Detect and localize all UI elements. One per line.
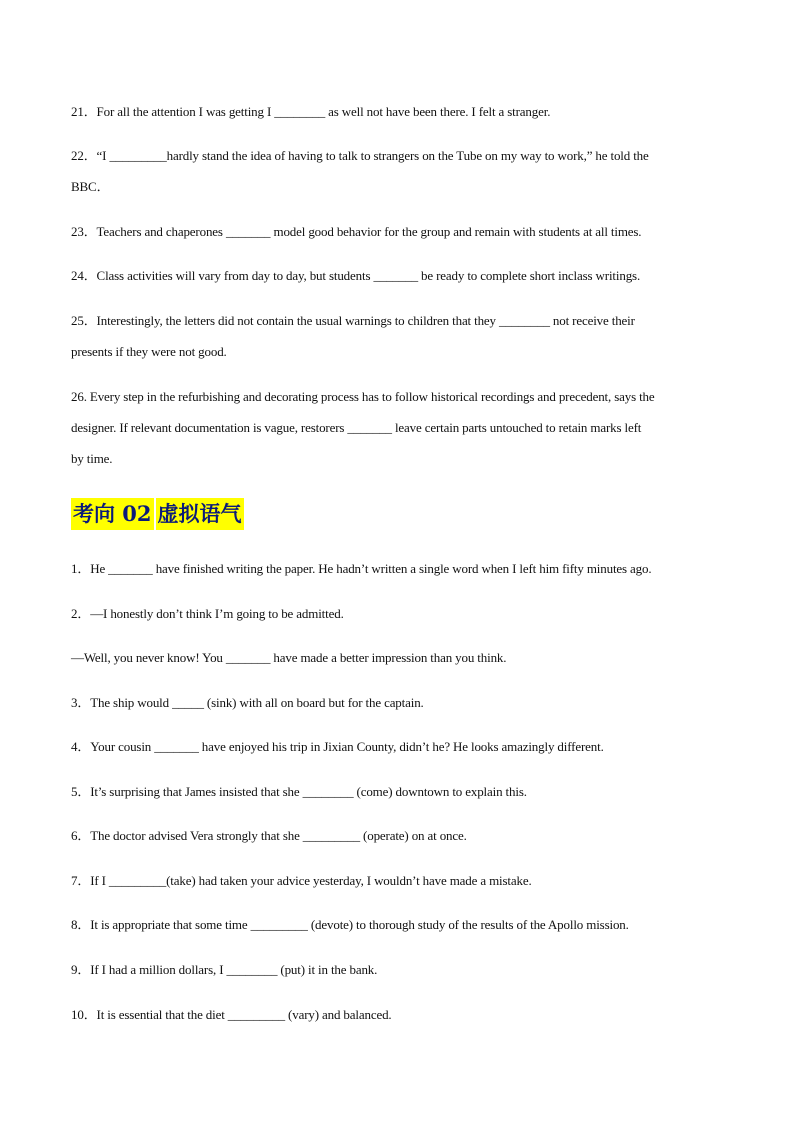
question-25-cont: presents if they were not good. bbox=[71, 344, 227, 359]
heading-label: 考向 02 bbox=[71, 498, 154, 530]
question-5: 5．It’s surprising that James insisted that she ________ (come) downtown to explain this. bbox=[71, 784, 527, 799]
question-2: 2．—I honestly don’t think I’m going to be admitted. bbox=[71, 606, 344, 621]
question-21: 21．For all the attention I was getting I ________ as well not have been there. I felt a stranger. bbox=[71, 104, 551, 119]
question-10: 10．It is essential that the diet _________ (vary) and balanced. bbox=[71, 1007, 392, 1022]
question-26-cont2: by time. bbox=[71, 451, 113, 466]
question-4: 4．Your cousin _______ have enjoyed his trip in Jixian County, didn’t he? He looks amazingly different. bbox=[71, 739, 604, 754]
question-3: 3．The ship would _____ (sink) with all on board but for the captain. bbox=[71, 695, 424, 710]
question-24: 24．Class activities will vary from day to day, but students _______ be ready to complete short inclass writings. bbox=[71, 268, 641, 283]
question-1: 1．He _______ have finished writing the paper. He hadn’t written a single word when I left him fifty minutes ago. bbox=[71, 561, 652, 576]
question-22-cont: BBC． bbox=[71, 179, 110, 194]
question-22: 22．“I _________hardly stand the idea of having to talk to strangers on the Tube on my way to work,” he told the bbox=[71, 148, 649, 163]
question-26-cont: designer. If relevant documentation is vague, restorers _______ leave certain parts untouched to retain marks left bbox=[71, 420, 642, 435]
question-9: 9．If I had a million dollars, I ________ (put) it in the bank. bbox=[71, 962, 378, 977]
question-25: 25．Interestingly, the letters did not contain the usual warnings to children that they ________ not receive their bbox=[71, 313, 635, 328]
question-23: 23．Teachers and chaperones _______ model good behavior for the group and remain with students at all times. bbox=[71, 224, 642, 239]
question-8: 8．It is appropriate that some time _________ (devote) to thorough study of the results of the Apollo mission. bbox=[71, 917, 629, 932]
question-7: 7．If I _________(take) had taken your advice yesterday, I wouldn’t have made a mistake. bbox=[71, 873, 532, 888]
question-6: 6．The doctor advised Vera strongly that she _________ (operate) on at once. bbox=[71, 828, 467, 843]
heading-title: 虚拟语气 bbox=[156, 498, 244, 530]
section-heading bbox=[71, 498, 244, 530]
question-2-cont: —Well, you never know! You _______ have made a better impression than you think. bbox=[71, 650, 507, 665]
question-26: 26. Every step in the refurbishing and decorating process has to follow historical recordings and precedent, says the bbox=[71, 389, 655, 404]
